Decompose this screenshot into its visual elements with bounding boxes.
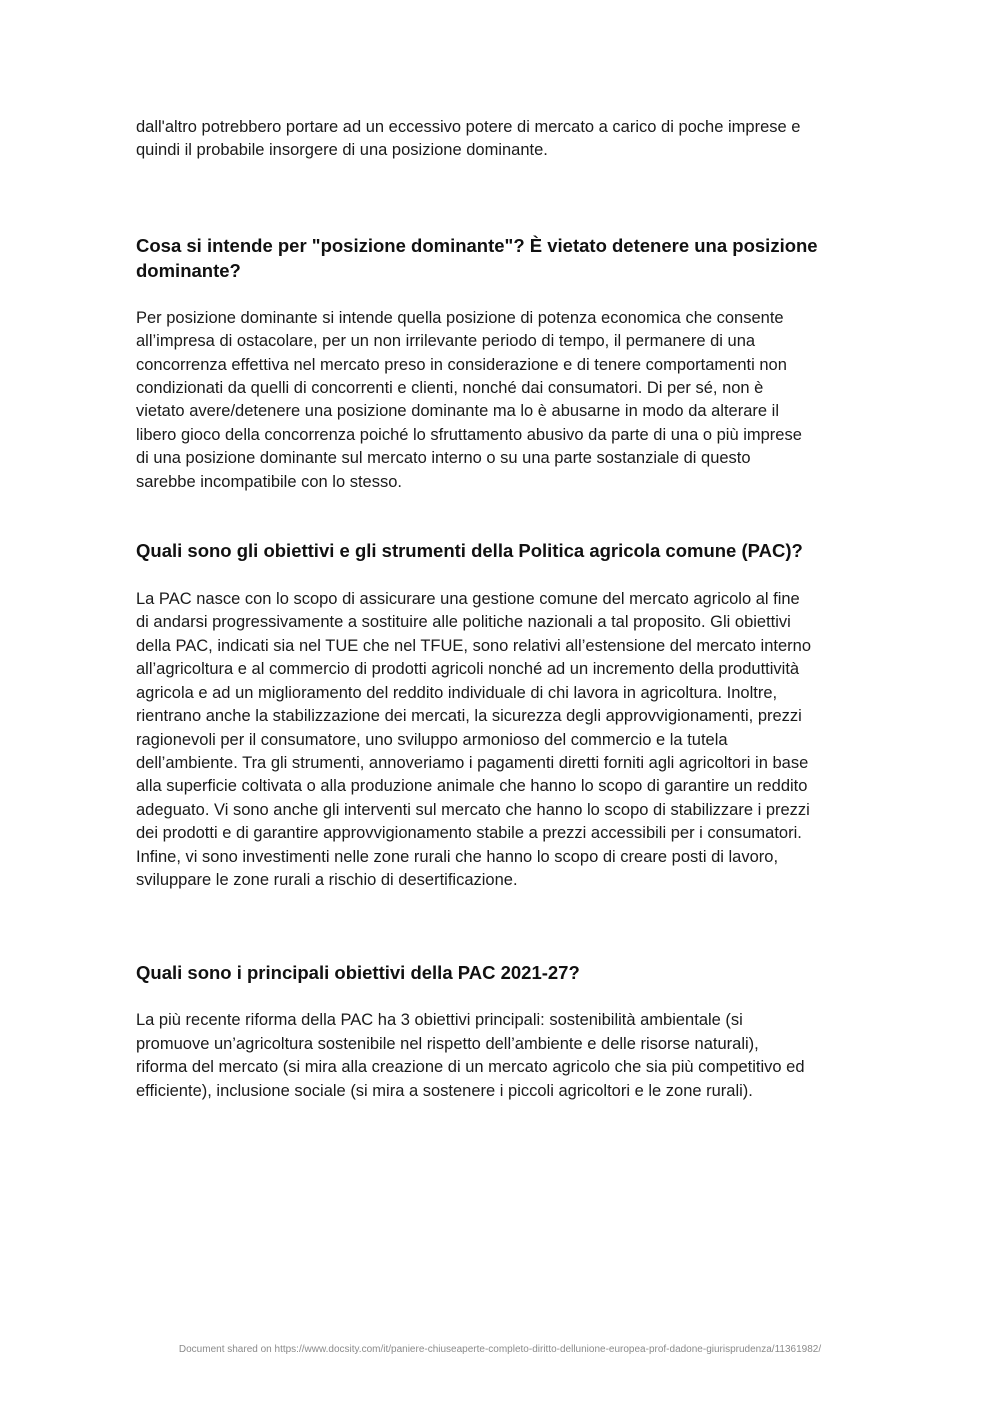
text-line: Per posizione dominante si intende quella posizione di potenza economica che consente — [136, 308, 784, 327]
text-line: sarebbe incompatibile con lo stesso. — [136, 472, 402, 491]
text-line: di una posizione dominante sul mercato interno o su una parte sostanziale di questo — [136, 449, 751, 468]
text-line: La più recente riforma della PAC ha 3 obiettivi principali: sostenibilità ambientale (si — [136, 1011, 743, 1030]
text-line: adeguato. Vi sono anche gli interventi sul mercato che hanno lo scopo di stabilizzare i prezzi — [136, 800, 810, 819]
text-line: libero gioco della concorrenza poiché lo sfruttamento abusivo da parte di una o più imprese — [136, 425, 802, 444]
heading-line: Quali sono i principali obiettivi della PAC 2021-27? — [136, 962, 580, 984]
section-heading-pac-obiettivi-strumenti — [136, 538, 864, 563]
text-line: all’agricoltura e al commercio di prodotti agricoli nonché ad un incremento della produttività — [136, 660, 800, 679]
text-line: ragionevoli per il consumatore, uno sviluppo armonioso del commercio e la tutela — [136, 730, 728, 749]
document-footer: Document shared on https://www.docsity.com/it/paniere-chiuseaperte-completo-diritto-dellunione-europea-prof-dadone-giurisprudenza/11361982/ — [178, 1344, 822, 1355]
section-heading-posizione-dominante — [136, 233, 864, 283]
text-line: condizionati da quelli di concorrenti e clienti, nonché dai consumatori. Di per sé, non è — [136, 379, 764, 398]
text-line: alla superficie coltivata o alla produzione animale che hanno lo scopo di garantire un reddito — [136, 777, 808, 796]
section-heading-pac-2021-27 — [136, 960, 864, 985]
text-line: concorrenza effettiva nel mercato preso in considerazione e di tenere comportamenti non — [136, 355, 787, 374]
text-line: della PAC, indicati sia nel TUE che nel TFUE, sono relativi all’estensione del mercato interno — [136, 636, 812, 655]
section-body-posizione-dominante — [136, 307, 864, 494]
text-line: riforma del mercato (si mira alla creazione di un mercato agricolo che sia più competitivo ed — [136, 1058, 805, 1077]
text-line: dei prodotti e di garantire approvvigionamento stabile a prezzi accessibili per i consumatori. — [136, 824, 802, 843]
section-body-pac-2021-27 — [136, 1009, 864, 1103]
heading-line: Cosa si intende per "posizione dominante"? È vietato detenere una posizione — [136, 234, 818, 256]
text-line: dell’ambiente. Tra gli strumenti, annoveriamo i pagamenti diretti forniti agli agricoltori in base — [136, 753, 809, 772]
text-line: all’impresa di ostacolare, per un non irrilevante periodo di tempo, il permanere di una — [136, 332, 756, 351]
text-line: vietato avere/detenere una posizione dominante ma lo è abusarne in modo da alterare il — [136, 402, 779, 421]
text-line: di andarsi progressivamente a sostituire alle politiche nazionali a tal proposito. Gli obiettivi — [136, 613, 791, 632]
intro-paragraph — [136, 116, 864, 163]
section-body-pac-obiettivi-strumenti — [136, 588, 864, 892]
heading-line: Quali sono gli obiettivi e gli strumenti della Politica agricola comune (PAC)? — [136, 540, 803, 562]
text-line: sviluppare le zone rurali a rischio di desertificazione. — [136, 870, 518, 889]
text-line: rientrano anche la stabilizzazione dei mercati, la sicurezza degli approvvigionamenti, prezzi — [136, 707, 802, 726]
text-line: Infine, vi sono investimenti nelle zone rurali che hanno lo scopo di creare posti di lavoro, — [136, 847, 779, 866]
text-line: promuove un’agricoltura sostenibile nel rispetto dell’ambiente e delle risorse naturali), — [136, 1034, 759, 1053]
document-page — [136, 116, 864, 1103]
text-line: quindi il probabile insorgere di una posizione dominante. — [136, 141, 548, 160]
text-line: agricola e ad un miglioramento del reddito individuale di chi lavora in agricoltura. Inoltre, — [136, 683, 778, 702]
text-line: La PAC nasce con lo scopo di assicurare una gestione comune del mercato agricolo al fine — [136, 590, 800, 609]
text-line: dall'altro potrebbero portare ad un eccessivo potere di mercato a carico di poche imprese e — [136, 118, 801, 136]
text-line: efficiente), inclusione sociale (si mira a sostenere i piccoli agricoltori e le zone rurali). — [136, 1081, 753, 1100]
heading-line: dominante? — [136, 259, 241, 281]
